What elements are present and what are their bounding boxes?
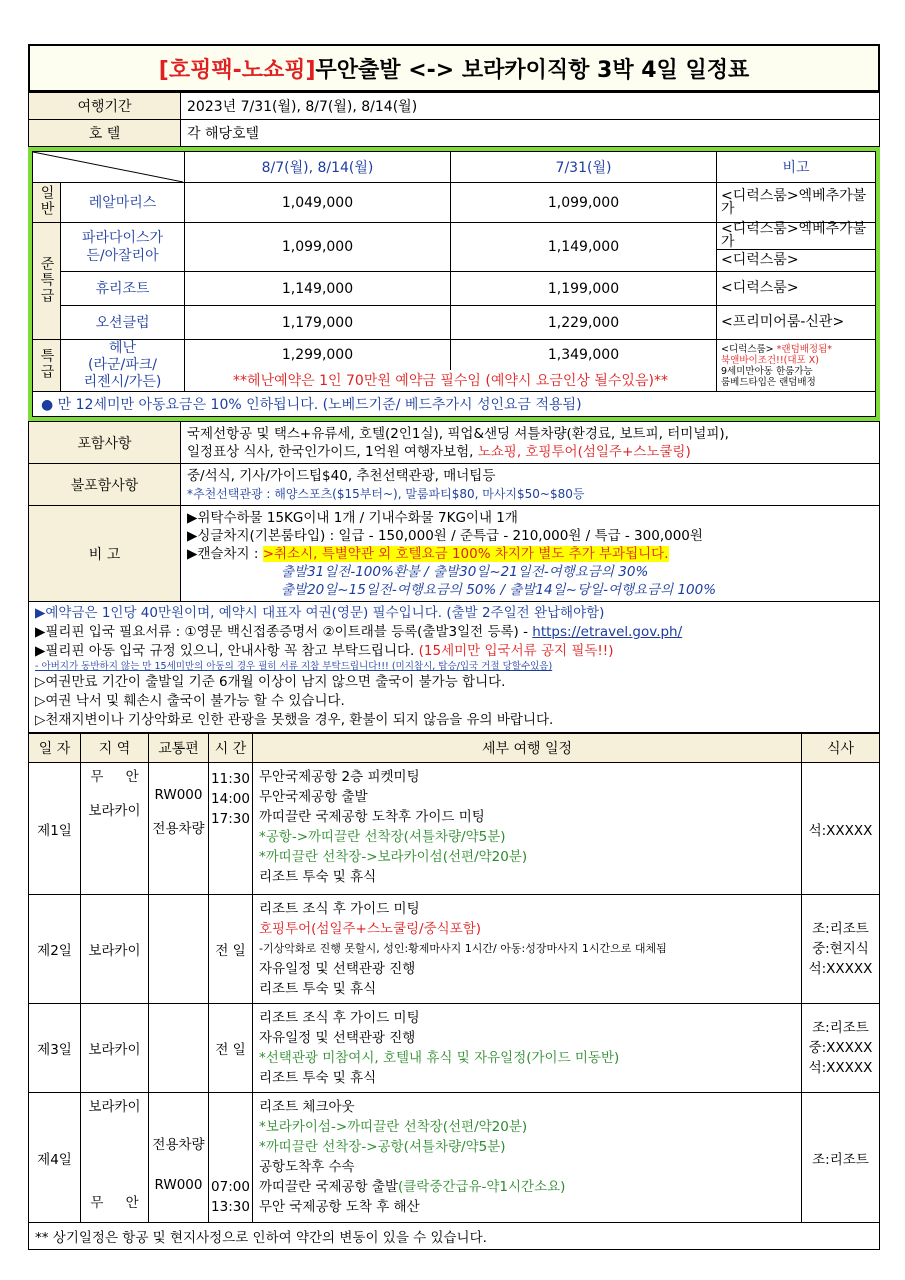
itinerary-line: 무안 국제공항 도착 후 해산 bbox=[259, 1199, 420, 1215]
included-highlight: 노쇼핑, 호핑투어(섬일주+스노쿨링) bbox=[477, 443, 691, 460]
day-label: 제4일 bbox=[29, 1093, 81, 1223]
remarks-line: ▶위탁수하물 15KG이내 1개 / 기내수화물 7KG이내 1개 bbox=[187, 509, 518, 526]
grade-label bbox=[33, 340, 61, 392]
remarks-label: 비 고 bbox=[29, 506, 181, 602]
price-col-header: 비고 bbox=[717, 152, 876, 183]
day-transport bbox=[149, 895, 209, 1004]
day-times bbox=[209, 1093, 253, 1223]
day-meals bbox=[802, 763, 880, 895]
price-value: 1,099,000 bbox=[451, 183, 717, 223]
hotel-note: <디럭스룸>엑베추가불가 bbox=[717, 223, 876, 250]
day-transport bbox=[149, 763, 209, 895]
day-transport bbox=[149, 1093, 209, 1223]
hotel-note: <프리미어룸-신관> bbox=[717, 306, 876, 340]
excluded-line: *추천선택관광 : 해양스포츠($15부터~), 말룸파티$80, 마사지$50~$80등 bbox=[187, 486, 585, 501]
price-table-box bbox=[28, 147, 880, 421]
itinerary-line: 까띠끌란 국제공항 출발 bbox=[259, 1179, 398, 1195]
notice-line: ▶필리핀 입국 필요서류 : ①영문 백신접종증명서 ②이트래블 등록(출발3일전 등록) - bbox=[35, 624, 533, 640]
hotel-name-line: (라군/파크/ bbox=[88, 357, 157, 373]
day-label: 제3일 bbox=[29, 1004, 81, 1093]
grade-text: 준특급 bbox=[38, 255, 55, 304]
itinerary-line: *공항->까띠끌란 선착장(셔틀차량/약5분) bbox=[259, 829, 506, 845]
info-label: 호 텔 bbox=[29, 120, 181, 147]
region-text: 보라카이 bbox=[88, 1099, 141, 1115]
schedule-col-header: 세부 여행 일정 bbox=[253, 734, 802, 763]
meal-text: 조:리조트 bbox=[812, 921, 869, 937]
included-label: 포함사항 bbox=[29, 422, 181, 464]
day-region: 보라카이 bbox=[81, 1004, 149, 1093]
price-value: 1,349,000 bbox=[451, 340, 717, 370]
included-line: 일정표상 식사, 한국인가이드, 1억원 여행자보험, bbox=[187, 443, 478, 460]
schedule-table bbox=[28, 733, 880, 1223]
remarks-row bbox=[29, 506, 880, 602]
grade-text: 특급 bbox=[38, 348, 55, 380]
hotel-note: <디럭스룸>엑베추가불가 bbox=[717, 183, 876, 223]
day-region bbox=[81, 1093, 149, 1223]
excluded-label: 불포함사항 bbox=[29, 464, 181, 506]
day-transport bbox=[149, 1004, 209, 1093]
terms-table bbox=[28, 421, 880, 602]
itinerary-line: 공항도착후 수속 bbox=[259, 1159, 355, 1175]
transport-text: 전용차량 bbox=[152, 821, 205, 837]
note-text: 북앤바이조건!!(대포 X) bbox=[721, 354, 819, 366]
price-row bbox=[33, 340, 876, 370]
meal-text: 중:현지식 bbox=[812, 941, 869, 957]
itinerary-line: *보라카이섬->까띠끌란 선착장(선편/약20분) bbox=[259, 1119, 528, 1135]
hotel-note bbox=[717, 340, 876, 392]
notice-line: ▷여권만료 기간이 출발일 기준 6개월 이상이 남지 않으면 출국이 불가능 합니다. bbox=[35, 674, 506, 690]
itinerary-line: 까띠끌란 국제공항 도착후 가이드 미팅 bbox=[259, 809, 485, 825]
meal-text: 중:XXXXX bbox=[808, 1040, 873, 1056]
schedule-col-header: 일 자 bbox=[29, 734, 81, 763]
price-value: 1,099,000 bbox=[185, 223, 451, 272]
info-row-hotel bbox=[29, 120, 880, 147]
hotel-name-text: 파라다이스가든/아잘리아 bbox=[81, 230, 164, 264]
child-price-note: ● 만 12세미만 아동요금은 10% 인하됩니다. (노베드기준/ 베드추가시 성인요금 적용됨) bbox=[33, 392, 876, 417]
included-value bbox=[181, 422, 880, 464]
notice-line: ▷천재지변이나 기상악화로 인한 관광을 못했을 경우, 환불이 되지 않음을 유의 바랍니다. bbox=[35, 712, 554, 728]
day-label: 제1일 bbox=[29, 763, 81, 895]
info-table bbox=[28, 92, 880, 147]
info-value: 각 해당호텔 bbox=[181, 120, 880, 147]
hotel-note: <디럭스룸> bbox=[717, 272, 876, 306]
itinerary-line: 리조트 조식 후 가이드 미팅 bbox=[259, 1010, 420, 1026]
remarks-line: ▶캔슬차지 : bbox=[187, 545, 263, 562]
remarks-line: ▶싱글차지(기본룸타입) : 일급 - 150,000원 / 준특급 - 210,000원 / 특급 - 300,000원 bbox=[187, 527, 703, 544]
price-value: 1,049,000 bbox=[185, 183, 451, 223]
notice-box bbox=[28, 602, 880, 733]
price-col-header: 7/31(월) bbox=[451, 152, 717, 183]
day-times bbox=[209, 763, 253, 895]
time-text: 14:00 bbox=[211, 791, 250, 807]
hotel-name bbox=[61, 340, 185, 392]
price-value: 1,149,000 bbox=[185, 272, 451, 306]
itinerary-line: 무안국제공항 출발 bbox=[259, 789, 368, 805]
notice-highlight: (15세미만 입국서류 공지 필독!!) bbox=[418, 643, 614, 659]
page-title bbox=[28, 44, 880, 92]
note-text: <디럭스룸> bbox=[721, 343, 777, 355]
day-region: 보라카이 bbox=[81, 895, 149, 1004]
price-value: 1,149,000 bbox=[451, 223, 717, 272]
day-meals bbox=[802, 895, 880, 1004]
itinerary-line: *까띠끌란 선착장->공항(셔틀차량/약5분) bbox=[259, 1139, 506, 1155]
schedule-col-header: 교통편 bbox=[149, 734, 209, 763]
itinerary-line: 자유일정 및 선택관광 진행 bbox=[259, 961, 416, 977]
hotel-name: 휴리조트 bbox=[61, 272, 185, 306]
notice-line: ▷여권 낙서 및 훼손시 출국이 불가능 할 수 있습니다. bbox=[35, 693, 345, 709]
time-text: 13:30 bbox=[211, 1199, 250, 1215]
footer-note: ** 상기일정은 항공 및 현지사정으로 인하여 약간의 변동이 있을 수 있습니다. bbox=[28, 1223, 880, 1250]
transport-text: RW000 bbox=[154, 787, 203, 803]
hotel-name bbox=[61, 223, 185, 272]
itinerary-sheet bbox=[28, 44, 880, 1250]
cancel-highlight: >취소시, 특별약관 외 호텔요금 100% 차지가 별도 추가 부과됩니다. bbox=[262, 545, 669, 562]
grade-text: 일반 bbox=[38, 185, 55, 217]
note-text: 9세미만아동 한룸가능 bbox=[721, 365, 813, 377]
day-times: 전 일 bbox=[209, 895, 253, 1004]
notice-line: ▶필리핀 아동 입국 규정 있으니, 안내사항 꼭 참고 부탁드립니다. bbox=[35, 643, 419, 659]
schedule-day-row bbox=[29, 1004, 880, 1093]
price-table bbox=[32, 151, 876, 417]
meal-text: 조:리조트 bbox=[812, 1020, 869, 1036]
itinerary-line: 리조트 조식 후 가이드 미팅 bbox=[259, 901, 420, 917]
itinerary-line: -기상악화로 진행 못할시, 성인:황제마사지 1시간/ 아동:성장마사지 1시간으로 대체됨 bbox=[259, 942, 667, 955]
day-itinerary bbox=[253, 895, 802, 1004]
itinerary-line: 리조트 투숙 및 휴식 bbox=[259, 869, 377, 885]
notice-line: ▶예약금은 1인당 40만원이며, 예약시 대표자 여권(영문) 필수입니다. (출발 2주일전 완납해야함) bbox=[35, 605, 605, 621]
hotel-name: 오션클럽 bbox=[61, 306, 185, 340]
region-text: 무 안 bbox=[90, 1195, 139, 1211]
hotel-name-line: 리젠시/가든) bbox=[83, 374, 162, 390]
hotel-name: 레알마리스 bbox=[61, 183, 185, 223]
price-row bbox=[33, 272, 876, 306]
grade-label bbox=[33, 223, 61, 340]
meal-text: 조:리조트 bbox=[812, 1151, 869, 1168]
note-text: *랜덤배정됨* bbox=[776, 343, 833, 355]
transport-text: 전용차량 bbox=[152, 1137, 205, 1153]
day-itinerary bbox=[253, 763, 802, 895]
excluded-value bbox=[181, 464, 880, 506]
included-line: 국제선항공 및 택스+유류세, 호텔(2인1실), 픽업&샌딩 셔틀차량(환경료, 보트피, 터미널피), bbox=[187, 425, 729, 442]
itinerary-line: 무안국제공항 2층 피켓미팅 bbox=[259, 769, 420, 785]
itinerary-line: *까띠끌란 선착장->보라카이섬(선편/약20분) bbox=[259, 849, 528, 865]
schedule-day-row bbox=[29, 1093, 880, 1223]
title-main: 무안출발 <-> 보라카이직항 3박 4일 일정표 bbox=[315, 57, 750, 83]
diagonal-line bbox=[33, 152, 183, 182]
price-value: 1,199,000 bbox=[451, 272, 717, 306]
itinerary-line: 리조트 투숙 및 휴식 bbox=[259, 1070, 377, 1086]
schedule-day-row bbox=[29, 763, 880, 895]
day-region bbox=[81, 763, 149, 895]
excluded-row bbox=[29, 464, 880, 506]
info-label: 여행기간 bbox=[29, 93, 181, 120]
price-row bbox=[33, 183, 876, 223]
price-row bbox=[33, 223, 876, 250]
day-itinerary bbox=[253, 1093, 802, 1223]
refund-line: 출발31일전-100%환불 / 출발30일~21일전-여행요금의 30% bbox=[281, 563, 649, 580]
day-itinerary bbox=[253, 1004, 802, 1093]
diagonal-cell bbox=[33, 152, 185, 183]
region-text: 보라카이 bbox=[88, 803, 141, 819]
schedule-col-header: 지 역 bbox=[81, 734, 149, 763]
schedule-col-header: 식사 bbox=[802, 734, 880, 763]
price-col-header: 8/7(월), 8/14(월) bbox=[185, 152, 451, 183]
hotel-note: <디럭스룸> bbox=[717, 250, 876, 272]
schedule-col-header: 시 간 bbox=[209, 734, 253, 763]
itinerary-note: (클락중간급유-약1시간소요) bbox=[398, 1179, 566, 1195]
price-value: 1,299,000 bbox=[185, 340, 451, 370]
notice-fineprint: - 아버지가 동반하지 않는 만 15세미만의 아동의 경우 필히 서류 지참 부탁드립니다!!! (미지참시, 탑승/입국 거절 당할수있음) bbox=[35, 661, 553, 672]
transport-text: RW000 bbox=[154, 1177, 203, 1193]
schedule-header bbox=[29, 734, 880, 763]
hotel-name-line: 헤난 bbox=[108, 340, 137, 356]
title-tag: [호핑팩-노쇼핑] bbox=[158, 57, 316, 83]
henann-warning: **헤난예약은 1인 70만원 예약금 필수임 (예약시 요금인상 될수있음)** bbox=[185, 370, 717, 392]
included-row bbox=[29, 422, 880, 464]
itinerary-line: *선택관광 미참여시, 호텔내 휴식 및 자유일정(가이드 미동반) bbox=[259, 1050, 620, 1066]
time-text: 11:30 bbox=[211, 771, 250, 787]
price-row bbox=[33, 306, 876, 340]
meal-text: 석:XXXXX bbox=[808, 1060, 873, 1076]
time-text: 17:30 bbox=[211, 811, 250, 827]
refund-line: 출발20일~15일전-여행요금의 50% / 출발14일~당일-여행요금의 100% bbox=[281, 581, 717, 598]
schedule-day-row bbox=[29, 895, 880, 1004]
itinerary-line: 리조트 투숙 및 휴식 bbox=[259, 981, 377, 997]
meal-text: 석:XXXXX bbox=[808, 961, 873, 977]
day-label: 제2일 bbox=[29, 895, 81, 1004]
region-text: 무 안 bbox=[90, 769, 139, 785]
excluded-line: 중/석식, 기사/가이드팁$40, 추천선택관광, 매너팁등 bbox=[187, 467, 496, 484]
price-value: 1,179,000 bbox=[185, 306, 451, 340]
itinerary-line: 리조트 체크아웃 bbox=[259, 1099, 355, 1115]
info-row-period bbox=[29, 93, 880, 120]
itinerary-line: 호핑투어(섬일주+스노쿨링/중식포함) bbox=[259, 921, 482, 937]
info-value: 2023년 7/31(월), 8/7(월), 8/14(월) bbox=[181, 93, 880, 120]
note-text: 룸베드타입은 랜덤배정 bbox=[721, 376, 816, 388]
day-meals bbox=[802, 1004, 880, 1093]
time-text: 07:00 bbox=[211, 1179, 250, 1195]
meal-text: 석:XXXXX bbox=[808, 822, 873, 839]
etravel-link[interactable]: https://etravel.gov.ph/ bbox=[532, 624, 683, 640]
day-meals bbox=[802, 1093, 880, 1223]
grade-label bbox=[33, 183, 61, 223]
price-value: 1,229,000 bbox=[451, 306, 717, 340]
day-times: 전 일 bbox=[209, 1004, 253, 1093]
remarks-value bbox=[181, 506, 880, 602]
itinerary-line: 자유일정 및 선택관광 진행 bbox=[259, 1030, 416, 1046]
